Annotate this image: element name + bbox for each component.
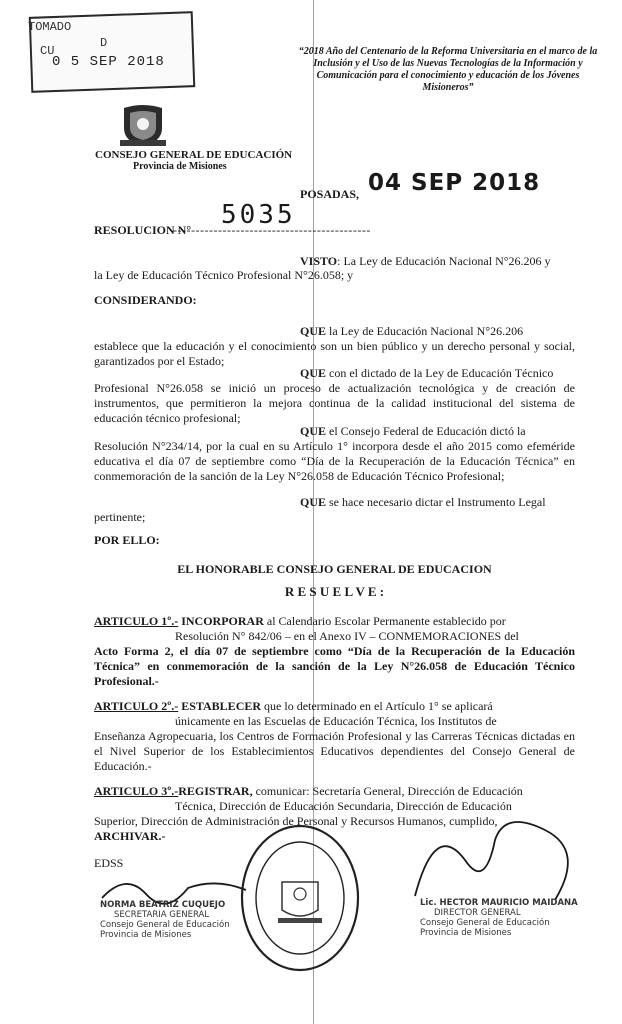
resolution-date: 04 SEP 2018 [368, 170, 541, 196]
official-seal-icon [238, 822, 362, 974]
article-2-second-line: únicamente en las Escuelas de Educación Técnica, los Institutos de [175, 714, 497, 728]
article-1-rest: Acto Forma 2, el día 07 de septiembre como “Día de la Recuperación de la Educación Técnica” en conmemoración de la sanción de la Ley N°26.058 de Educación Técnico Profesional.- [94, 644, 575, 688]
article-2-rest: Enseñanza Agropecuaria, los Centros de Formación Profesional y las Carreras Técnicas dictadas en el Nivel Superior de los Establecimientos Educativos dependientes del Consejo General de Educación.- [94, 729, 575, 773]
article-2-first-line [94, 699, 575, 714]
resolution-label: RESOLUCION N° [94, 223, 192, 237]
right-signature-icon [395, 800, 595, 910]
place-label: POSADAS, [300, 187, 360, 201]
que3-keyword: QUE [300, 424, 327, 438]
left-signer-name: NORMA BEATRIZ CUQUEJO [100, 900, 226, 910]
visto-line-2: la Ley de Educación Técnico Profesional N°26.058; y [94, 268, 354, 282]
stamp-line-3: CU [40, 44, 55, 58]
org-name: CONSEJO GENERAL DE EDUCACIÓN [95, 149, 293, 161]
visto-keyword: VISTO [300, 254, 338, 268]
stamp-line-2: D [100, 36, 108, 50]
stamp-line-1: TOMADO [28, 20, 72, 34]
stamp-date: 0 5 SEP 2018 [52, 54, 165, 70]
por-ello-heading: POR ELLO: [94, 533, 160, 547]
right-signature-block [420, 898, 578, 938]
que4-keyword: QUE [300, 495, 327, 509]
article-1-text: al Calendario Escolar Permanente establecido por [263, 614, 506, 628]
resolution-dots: -------------------------------------------- [173, 223, 371, 237]
provincial-emblem-icon [116, 104, 170, 148]
article-3-first-line [94, 784, 575, 799]
que2-text: con el dictado de la Ley de Educación Técnico [329, 366, 554, 380]
que4-text: se hace necesario dictar el Instrumento Legal [329, 495, 546, 509]
article-2-text: que lo determinado en el Artículo 1° se aplicará [261, 699, 493, 713]
article-3-text: comunicar: Secretaría General, Dirección de Educación [252, 784, 523, 798]
resuelve-heading: R E S U E L V E : [284, 584, 385, 599]
que1-keyword: QUE [300, 324, 327, 338]
visto-line-1 [300, 254, 570, 269]
right-signer-name: Lic. HECTOR MAURICIO MAIDANA [420, 898, 578, 908]
article-3-archivar: ARCHIVAR.- [94, 829, 166, 843]
que1-rest: establece que la educación y el conocimiento son un bien público y un derecho personal y social, garantizados por el Estado; [94, 339, 575, 368]
que1-text: la Ley de Educación Nacional N°26.206 [329, 324, 524, 338]
council-heading: EL HONORABLE CONSEJO GENERAL DE EDUCACION [177, 562, 492, 576]
article-3-third-line: Superior, Dirección de Administración de Personal y Recursos Humanos, cumplido, [94, 814, 498, 828]
article-1-second-line: Resolución N° 842/06 – en el Anexo IV – CONMEMORACIONES del [175, 629, 519, 643]
article-2-label: ARTICULO 2º.- [94, 699, 179, 713]
right-signer-org: Consejo General de Educación [420, 918, 550, 928]
article-3-second-line: Técnica, Dirección de Educación Secundaria, Dirección de Educación [175, 799, 512, 813]
year-motto: “2018 Año del Centenario de la Reforma Universitaria en el marco de la Inclusión y el Uso de las Nuevas Tecnologías de la Información y Comunicación para el conocimiento y educación de los Jóvenes Misioneros” [298, 46, 598, 93]
article-1-first-line [94, 614, 575, 629]
right-signer-province: Provincia de Misiones [420, 928, 512, 938]
initials-edss: EDSS [94, 856, 124, 870]
article-3-keyword: REGISTRAR, [178, 784, 253, 798]
que4-rest: pertinente; [94, 510, 146, 524]
article-1-label: ARTICULO 1º.- [94, 614, 179, 628]
que3-rest: Resolución N°234/14, por la cual en su Artículo 1° incorpora desde el año 2015 como efeméride educativa el día 07 de septiembre como “Día de la Recuperación de la Educación Técnica” en conmemoración de la sanción de la Ley N°26.058 de Educación Técnico Profesional; [94, 439, 575, 483]
que2-rest: Profesional N°26.058 se inició un proceso de actualización tecnológica y de creación de instrumentos, que permitieron la mejora continua de la calidad institucional del sistema de educación técnico profesional; [94, 381, 575, 425]
left-signer-province: Provincia de Misiones [100, 930, 192, 940]
considerando-heading: CONSIDERANDO: [94, 293, 197, 307]
org-province: Provincia de Misiones [133, 161, 227, 172]
visto-text: : La Ley de Educación Nacional N°26.206 y [337, 254, 551, 268]
que2-first-line [300, 366, 575, 381]
left-signature-block [100, 900, 230, 940]
left-signer-org: Consejo General de Educación [100, 920, 230, 930]
que3-first-line [300, 424, 575, 439]
article-2-keyword: ESTABLECER [178, 699, 262, 713]
article-3-label: ARTICULO 3º.- [94, 784, 179, 798]
que4-first-line [300, 495, 575, 510]
left-signer-title: SECRETARIA GENERAL [114, 910, 210, 920]
right-signer-title: DIRECTOR GENERAL [434, 908, 521, 918]
que1-first-line [300, 324, 575, 339]
que2-keyword: QUE [300, 366, 327, 380]
resolution-number: 5035 [221, 200, 296, 230]
que3-text: el Consejo Federal de Educación dictó la [329, 424, 526, 438]
article-1-keyword: INCORPORAR [178, 614, 264, 628]
